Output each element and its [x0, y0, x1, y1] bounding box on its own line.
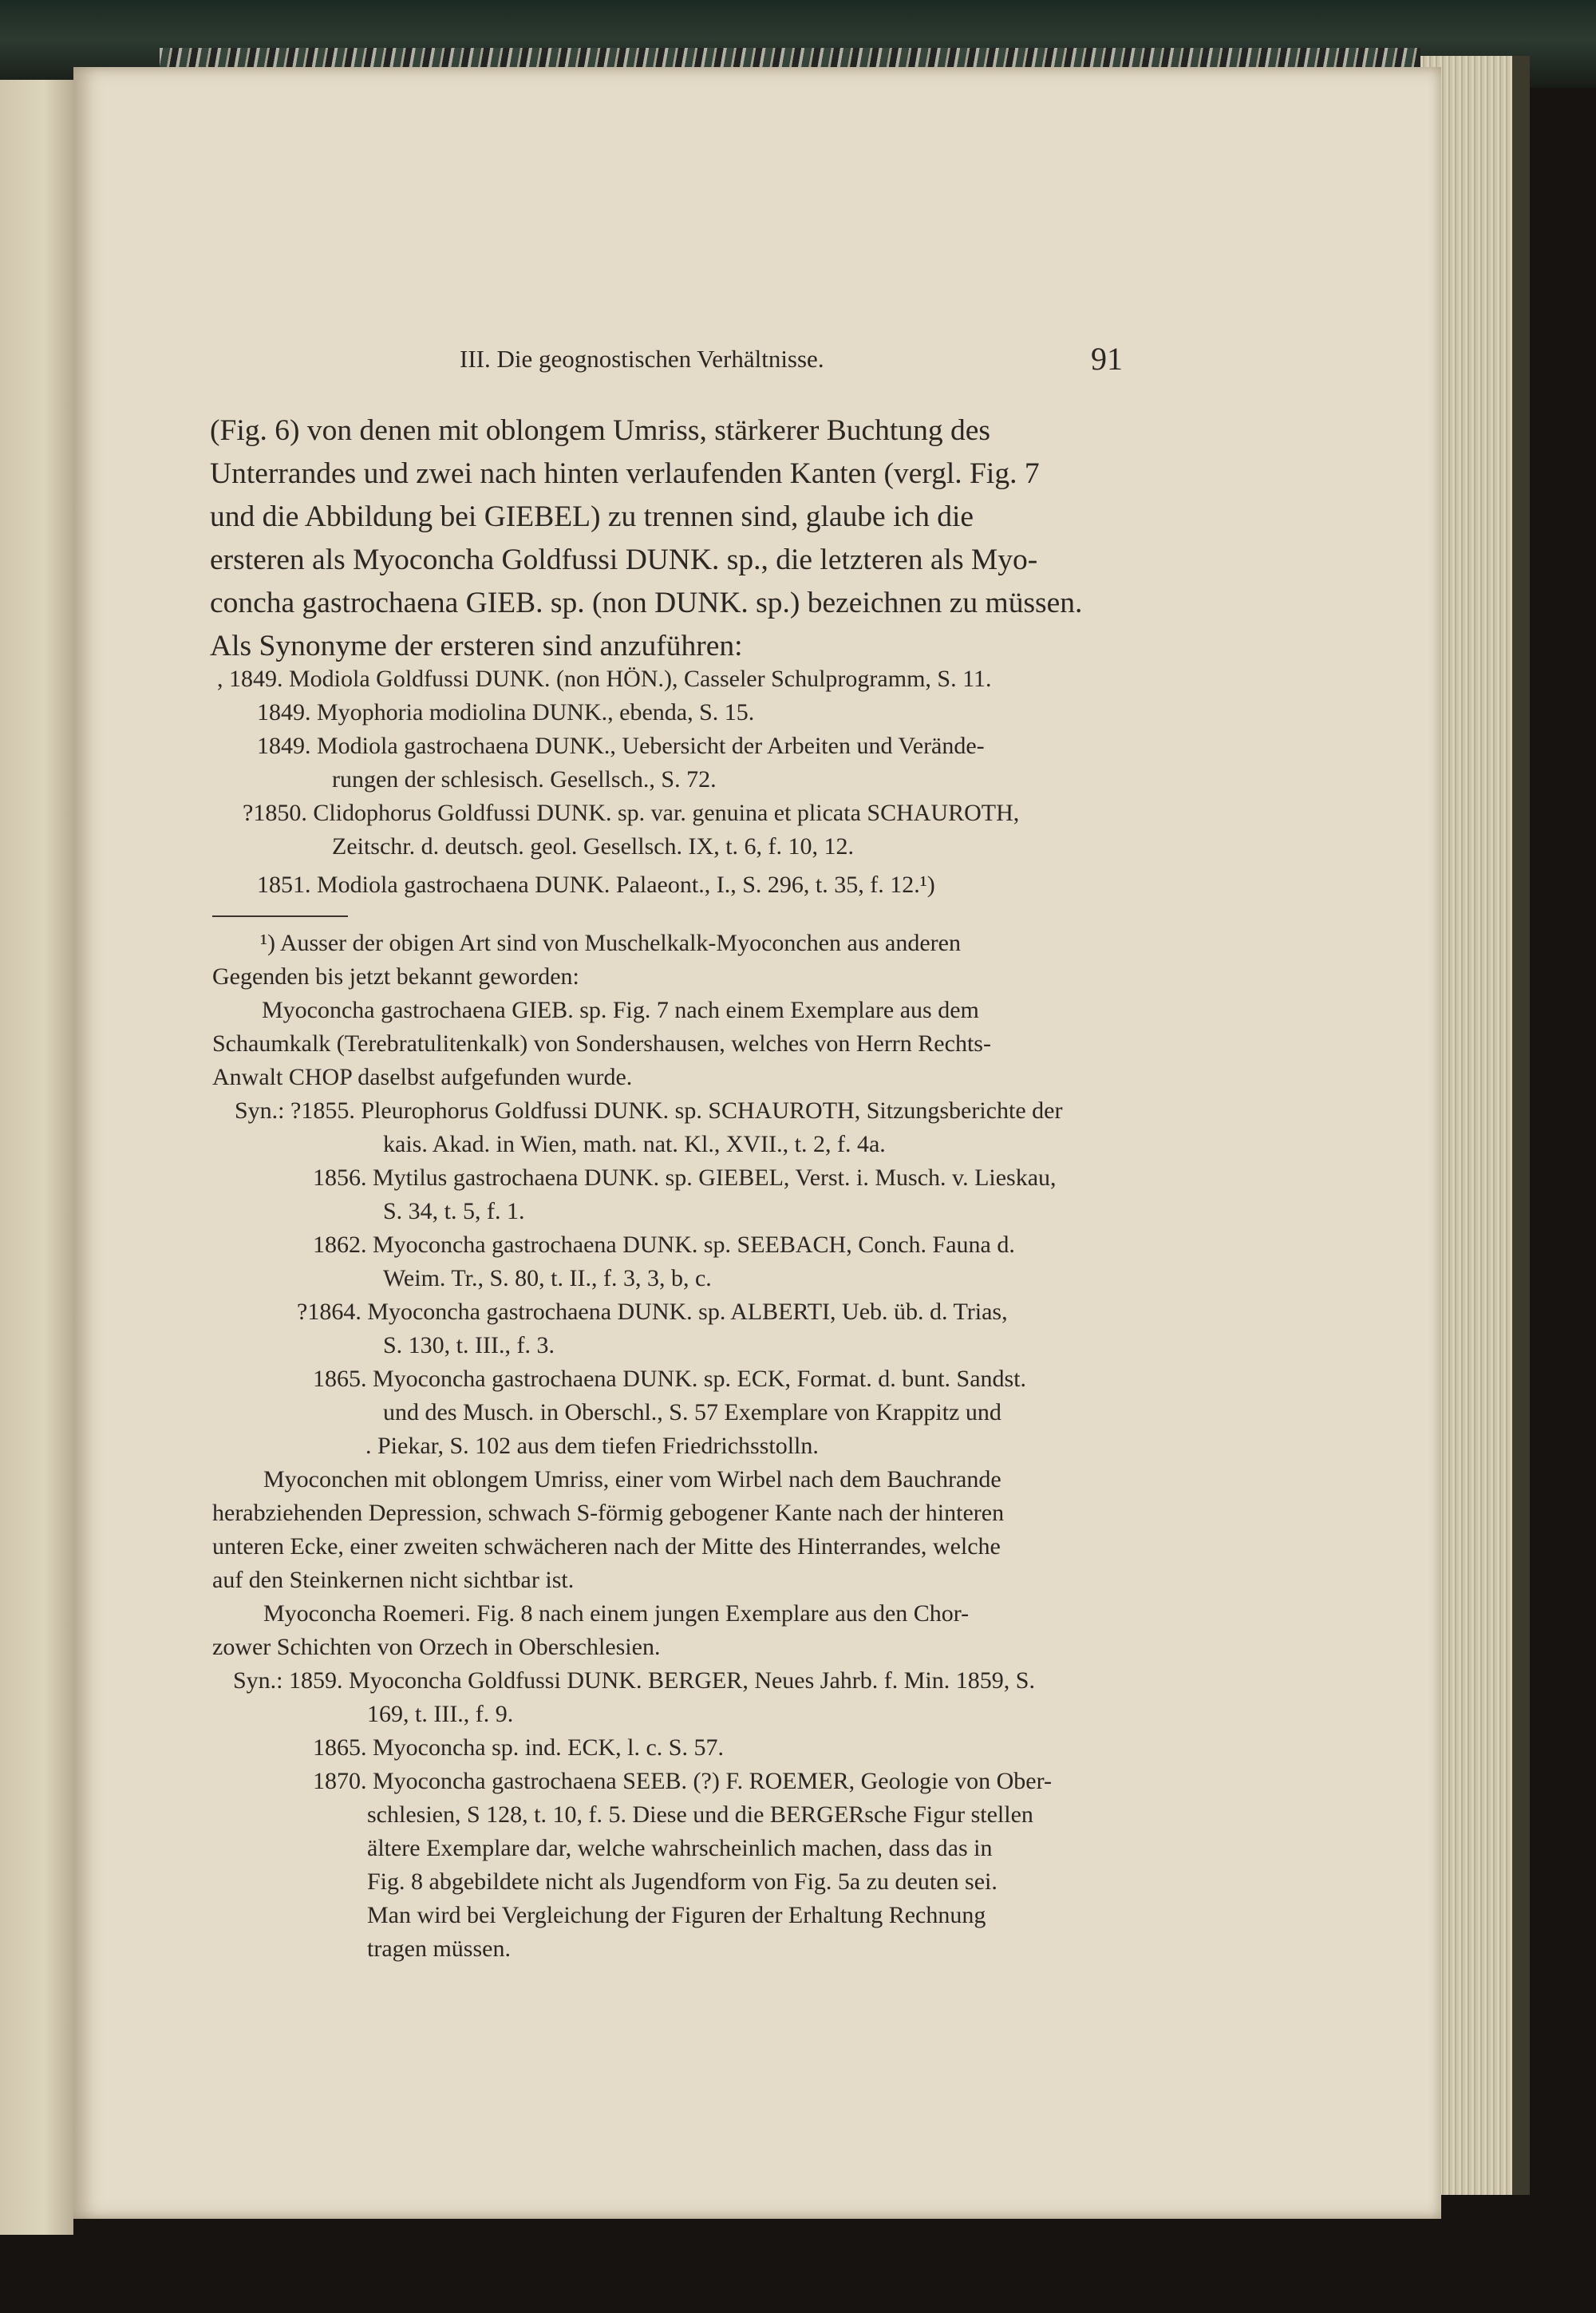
synonym-line: 1849. Myophoria modiolina DUNK., ebenda, S. 15. — [257, 699, 755, 726]
text-line: Als Synonyme der ersteren sind anzuführen: — [210, 630, 743, 662]
footnote-line: 1865. Myoconcha gastrochaena DUNK. sp. ECK, Format. d. bunt. Sandst. — [313, 1366, 1027, 1392]
footnote-line: ältere Exemplare dar, welche wahrscheinlich machen, dass das in — [367, 1835, 993, 1861]
footnote-line: ¹) Ausser der obigen Art sind von Muschelkalk-Myoconchen aus anderen — [260, 930, 961, 956]
footnote-line: Syn.: ?1855. Pleurophorus Goldfussi DUNK. sp. SCHAUROTH, Sitzungsberichte der — [235, 1097, 1063, 1124]
synonym-line: Zeitschr. d. deutsch. geol. Gesellsch. IX, t. 6, f. 10, 12. — [332, 833, 855, 860]
synonym-line: 1851. Modiola gastrochaena DUNK. Palaeont., I., S. 296, t. 35, f. 12.¹) — [257, 872, 935, 898]
text-line: (Fig. 6) von denen mit oblongem Umriss, stärkerer Buchtung des — [210, 414, 990, 447]
footnote-line: S. 130, t. III., f. 3. — [383, 1332, 555, 1358]
synonym-line: , 1849. Modiola Goldfussi DUNK. (non HÖN.), Casseler Schulprogramm, S. 11. — [217, 666, 992, 692]
page-number: 91 — [1091, 341, 1123, 377]
footnote-rule — [212, 915, 348, 917]
footnote-line: Gegenden bis jetzt bekannt geworden: — [212, 963, 579, 990]
footnote-line: 1862. Myoconcha gastrochaena DUNK. sp. SEEBACH, Conch. Fauna d. — [313, 1232, 1015, 1258]
footnote-line: . Piekar, S. 102 aus dem tiefen Friedrichsstolln. — [365, 1433, 819, 1459]
footnote-line: Syn.: 1859. Myoconcha Goldfussi DUNK. BERGER, Neues Jahrb. f. Min. 1859, S. — [233, 1667, 1035, 1694]
footnote-line: ?1864. Myoconcha gastrochaena DUNK. sp. ALBERTI, Ueb. üb. d. Trias, — [297, 1299, 1008, 1325]
footnote-line: kais. Akad. in Wien, math. nat. Kl., XVII., t. 2, f. 4a. — [383, 1131, 886, 1157]
footnote-line: Man wird bei Vergleichung der Figuren der Erhaltung Rechnung — [367, 1902, 986, 1928]
footnote-line: Myoconcha gastrochaena GIEB. sp. Fig. 7 nach einem Exemplare aus dem — [262, 997, 979, 1023]
footnote-line: zower Schichten von Orzech in Oberschlesien. — [212, 1634, 661, 1660]
footnote-line: 1870. Myoconcha gastrochaena SEEB. (?) F. ROEMER, Geologie von Ober- — [313, 1768, 1052, 1794]
footnote-line: tragen müssen. — [367, 1935, 511, 1962]
footnote-line: 1865. Myoconcha sp. ind. ECK, l. c. S. 57. — [313, 1734, 724, 1761]
text-line: ersteren als Myoconcha Goldfussi DUNK. sp., die letzteren als Myo- — [210, 544, 1038, 576]
cover-edge — [1512, 56, 1530, 2195]
footnote-line: Myoconchen mit oblongem Umriss, einer vom Wirbel nach dem Bauchrande — [263, 1466, 1001, 1493]
footnote-line: 1856. Mytilus gastrochaena DUNK. sp. GIEBEL, Verst. i. Musch. v. Lieskau, — [313, 1164, 1057, 1191]
footnote-line: Myoconcha Roemeri. Fig. 8 nach einem jungen Exemplare aus den Chor- — [263, 1600, 970, 1627]
synonym-line: ?1850. Clidophorus Goldfussi DUNK. sp. var. genuina et plicata SCHAUROTH, — [243, 800, 1020, 826]
footnote-line: unteren Ecke, einer zweiten schwächeren nach der Mitte des Hinterrandes, welche — [212, 1533, 1001, 1560]
text-line: Unterrandes und zwei nach hinten verlaufenden Kanten (vergl. Fig. 7 — [210, 457, 1040, 490]
synonym-line: rungen der schlesisch. Gesellsch., S. 72. — [332, 766, 717, 793]
text-line: und die Abbildung bei GIEBEL) zu trennen sind, glaube ich die — [210, 500, 974, 533]
footnote-line: und des Musch. in Oberschl., S. 57 Exemplare von Krappitz und — [383, 1399, 1001, 1425]
footnote-line: Fig. 8 abgebildete nicht als Jugendform von Fig. 5a zu deuten sei. — [367, 1868, 998, 1895]
footnote-line: schlesien, S 128, t. 10, f. 5. Diese und die BERGERsche Figur stellen — [367, 1801, 1033, 1828]
footnote-line: 169, t. III., f. 9. — [367, 1701, 514, 1727]
footnote-line: S. 34, t. 5, f. 1. — [383, 1198, 525, 1224]
footnote-line: Weim. Tr., S. 80, t. II., f. 3, 3, b, c. — [383, 1265, 712, 1291]
left-page-edge — [0, 80, 73, 2235]
footnote-line: Anwalt CHOP daselbst aufgefunden wurde. — [212, 1064, 633, 1090]
text-line: concha gastrochaena GIEB. sp. (non DUNK. sp.) bezeichnen zu müssen. — [210, 587, 1083, 619]
footnote-line: Schaumkalk (Terebratulitenkalk) von Sondershausen, welches von Herrn Rechts- — [212, 1030, 991, 1057]
running-header: III. Die geognostischen Verhältnisse. — [460, 345, 824, 373]
synonym-line: 1849. Modiola gastrochaena DUNK., Uebersicht der Arbeiten und Verände- — [257, 733, 985, 759]
footnote-line: herabziehenden Depression, schwach S-förmig gebogener Kante nach der hinteren — [212, 1500, 1005, 1526]
footnote-line: auf den Steinkernen nicht sichtbar ist. — [212, 1567, 575, 1593]
